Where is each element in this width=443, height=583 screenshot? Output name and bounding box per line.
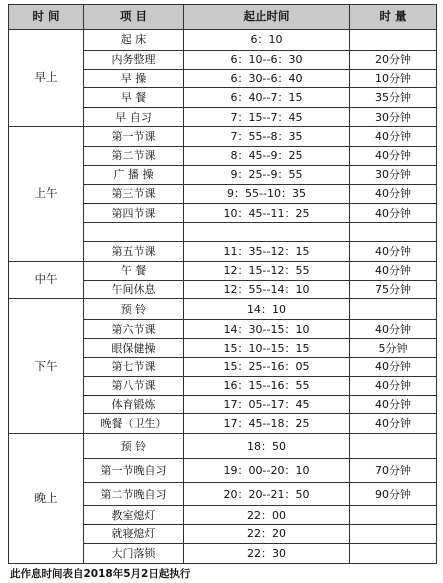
duration-cell [350, 299, 437, 320]
duration-cell [350, 525, 437, 544]
item-cell: 广 播 操 [84, 165, 184, 184]
duration-cell: 40分钟 [350, 414, 437, 434]
time-range-cell: 11：35--12：15 [184, 242, 350, 262]
item-cell: 体育锻炼 [84, 395, 184, 414]
item-cell: 第七节课 [84, 357, 184, 376]
time-range-cell: 8：45--9：25 [184, 146, 350, 165]
item-cell: 午间休息 [84, 280, 184, 299]
time-range-cell: 10：45--11：25 [184, 204, 350, 223]
duration-cell: 30分钟 [350, 108, 437, 127]
duration-cell: 40分钟 [350, 127, 437, 147]
item-cell: 预 铃 [84, 299, 184, 320]
duration-cell: 10分钟 [350, 69, 437, 88]
header-duration: 时 量 [350, 5, 437, 30]
duration-cell: 40分钟 [350, 395, 437, 414]
item-cell: 第六节课 [84, 320, 184, 339]
time-range-cell: 15：10--15：15 [184, 339, 350, 358]
duration-cell: 40分钟 [350, 242, 437, 262]
duration-cell: 20分钟 [350, 50, 437, 69]
schedule-table [8, 4, 437, 564]
duration-cell: 5分钟 [350, 339, 437, 358]
time-range-cell: 7：15--7：45 [184, 108, 350, 127]
duration-cell [350, 506, 437, 525]
time-range-cell: 18：50 [184, 434, 350, 459]
footer-note: 此作息时间表自2018年5月2日起执行 [10, 568, 191, 580]
time-range-cell: 14：10 [184, 299, 350, 320]
period-cell: 下午 [9, 299, 84, 434]
time-range-cell: 12：55--14：10 [184, 280, 350, 299]
duration-cell: 70分钟 [350, 459, 437, 483]
duration-cell [350, 434, 437, 459]
table-row [9, 30, 437, 51]
time-range-cell: 22：20 [184, 525, 350, 544]
item-cell: 晚餐（卫生） [84, 414, 184, 434]
item-cell: 早 操 [84, 69, 184, 88]
item-cell: 早 餐 [84, 88, 184, 108]
item-cell: 第一节课 [84, 127, 184, 147]
duration-cell [350, 223, 437, 242]
table-row [9, 434, 437, 459]
period-cell: 上午 [9, 127, 84, 262]
schedule-body [9, 30, 437, 564]
time-range-cell: 22：30 [184, 543, 350, 563]
duration-cell [350, 543, 437, 563]
duration-cell: 30分钟 [350, 165, 437, 184]
duration-cell: 40分钟 [350, 357, 437, 376]
time-range-cell: 7：55--8：35 [184, 127, 350, 147]
period-cell: 中午 [9, 261, 84, 299]
item-cell: 眼保健操 [84, 339, 184, 358]
time-range-cell: 22：00 [184, 506, 350, 525]
header-time-period: 时 间 [9, 5, 84, 30]
time-range-cell: 9：25--9：55 [184, 165, 350, 184]
table-row [9, 299, 437, 320]
duration-cell: 90分钟 [350, 483, 437, 506]
time-range-cell: 6：10 [184, 30, 350, 51]
time-range-cell: 9：55--10：35 [184, 184, 350, 204]
item-cell: 第二节晚自习 [84, 483, 184, 506]
header-time-range: 起止时间 [184, 5, 350, 30]
item-cell: 就寝熄灯 [84, 525, 184, 544]
duration-cell: 35分钟 [350, 88, 437, 108]
time-range-cell: 6：30--6：40 [184, 69, 350, 88]
time-range-cell: 19：00--20：10 [184, 459, 350, 483]
item-cell: 午 餐 [84, 261, 184, 280]
time-range-cell: 17：45--18：25 [184, 414, 350, 434]
item-cell: 第五节课 [84, 242, 184, 262]
item-cell: 第三节课 [84, 184, 184, 204]
table-row [9, 127, 437, 147]
item-cell: 预 铃 [84, 434, 184, 459]
time-range-cell: 16：15--16：55 [184, 376, 350, 395]
period-cell: 早上 [9, 30, 84, 127]
item-cell: 教室熄灯 [84, 506, 184, 525]
time-range-cell: 15：25--16：05 [184, 357, 350, 376]
duration-cell: 40分钟 [350, 261, 437, 280]
time-range-cell: 12：15--12：55 [184, 261, 350, 280]
item-cell: 起 床 [84, 30, 184, 51]
item-cell: 大门落锁 [84, 543, 184, 563]
duration-cell: 40分钟 [350, 184, 437, 204]
item-cell [84, 223, 184, 242]
header-item: 项 目 [84, 5, 184, 30]
time-range-cell [184, 223, 350, 242]
time-range-cell: 14：30--15：10 [184, 320, 350, 339]
duration-cell [350, 30, 437, 51]
duration-cell: 40分钟 [350, 320, 437, 339]
item-cell: 内务整理 [84, 50, 184, 69]
time-range-cell: 20：20--21：50 [184, 483, 350, 506]
duration-cell: 40分钟 [350, 376, 437, 395]
time-range-cell: 6：10--6：30 [184, 50, 350, 69]
item-cell: 第二节课 [84, 146, 184, 165]
duration-cell: 40分钟 [350, 204, 437, 223]
item-cell: 第一节晚自习 [84, 459, 184, 483]
duration-cell: 75分钟 [350, 280, 437, 299]
item-cell: 第八节课 [84, 376, 184, 395]
header-row [9, 5, 437, 30]
duration-cell: 40分钟 [350, 146, 437, 165]
item-cell: 早 自习 [84, 108, 184, 127]
time-range-cell: 6：40--7：15 [184, 88, 350, 108]
item-cell: 第四节课 [84, 204, 184, 223]
period-cell: 晚上 [9, 434, 84, 564]
time-range-cell: 17：05--17：45 [184, 395, 350, 414]
table-row [9, 261, 437, 280]
